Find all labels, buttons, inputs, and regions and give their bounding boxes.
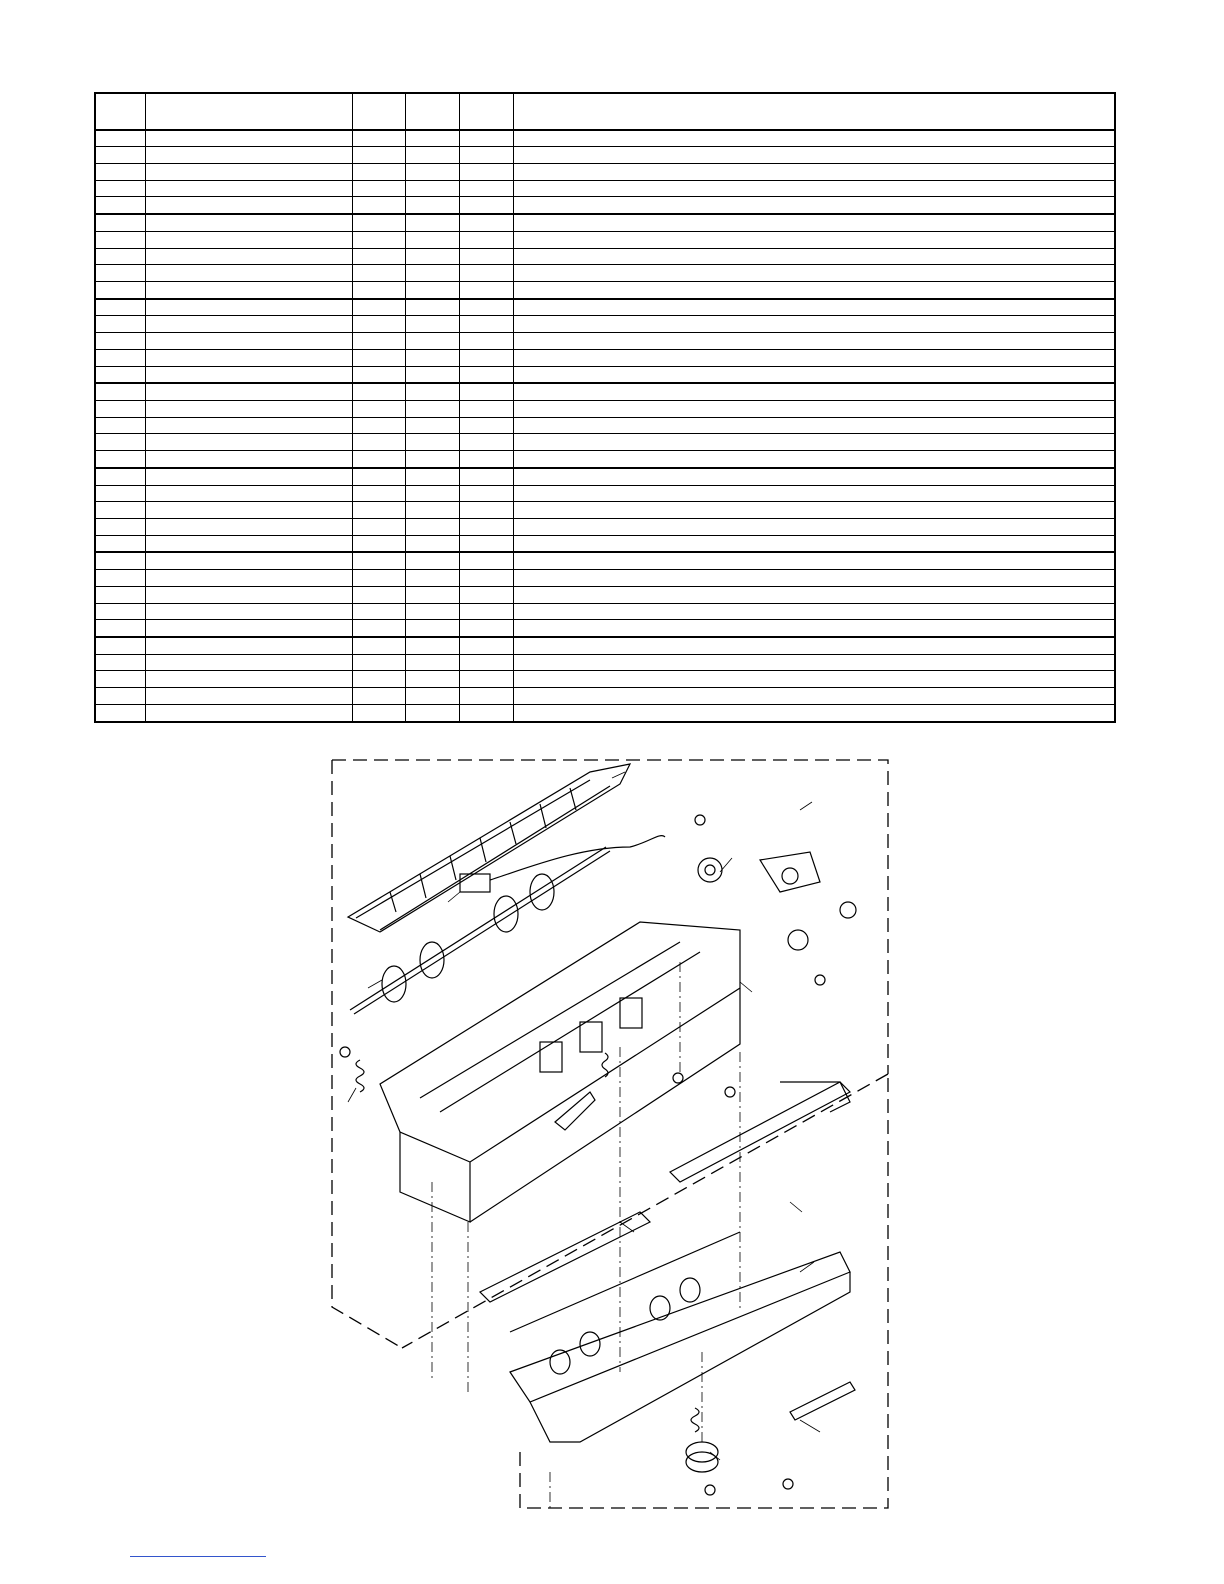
table-cell (145, 485, 352, 502)
table-cell (145, 333, 352, 350)
table-cell (405, 688, 459, 705)
table-cell (513, 417, 1115, 434)
table-cell (513, 603, 1115, 620)
table-cell (405, 434, 459, 451)
table-cell (405, 603, 459, 620)
table-cell (95, 349, 145, 366)
footer-link[interactable] (130, 1556, 266, 1558)
table-cell (405, 468, 459, 485)
table-cell (95, 333, 145, 350)
table-cell (145, 552, 352, 569)
table-cell (352, 333, 405, 350)
table-cell (459, 552, 513, 569)
table-cell (513, 485, 1115, 502)
table-cell (95, 130, 145, 147)
table-cell (145, 197, 352, 214)
table-cell (95, 281, 145, 298)
motor-bracket-part (760, 852, 820, 892)
table-cell (459, 366, 513, 383)
table-cell (459, 671, 513, 688)
table-cell (405, 180, 459, 197)
table-cell (459, 231, 513, 248)
table-cell (513, 316, 1115, 333)
table-cell (145, 299, 352, 316)
table-cell (459, 620, 513, 637)
table-cell (145, 147, 352, 164)
rack-part (670, 1082, 850, 1182)
table-cell (145, 468, 352, 485)
table-cell (513, 299, 1115, 316)
table-cell (95, 570, 145, 587)
latch-lever-part (790, 1382, 855, 1420)
table-cell (459, 299, 513, 316)
table-cell (513, 654, 1115, 671)
table-cell (459, 654, 513, 671)
table-cell (459, 197, 513, 214)
table-cell (459, 586, 513, 603)
table-cell (405, 265, 459, 282)
table-row (95, 231, 1115, 248)
table-row (95, 265, 1115, 282)
table-cell (513, 535, 1115, 552)
table-cell (145, 603, 352, 620)
table-cell (95, 704, 145, 722)
header-cell (145, 93, 352, 130)
table-cell (352, 231, 405, 248)
table-row (95, 383, 1115, 400)
table-cell (145, 688, 352, 705)
table-cell (513, 180, 1115, 197)
table-row (95, 164, 1115, 181)
table-cell (95, 688, 145, 705)
table-row (95, 180, 1115, 197)
table-cell (405, 383, 459, 400)
table-cell (145, 570, 352, 587)
table-cell (352, 519, 405, 536)
table-cell (405, 485, 459, 502)
table-cell (352, 214, 405, 231)
table-cell (459, 333, 513, 350)
table-row (95, 349, 1115, 366)
table-cell (352, 248, 405, 265)
table-cell (459, 383, 513, 400)
table-cell (513, 214, 1115, 231)
lower-guide-part (480, 1212, 850, 1442)
table-row (95, 586, 1115, 603)
table-cell (405, 535, 459, 552)
table-cell (405, 417, 459, 434)
table-cell (459, 214, 513, 231)
table-cell (95, 366, 145, 383)
table-cell (145, 401, 352, 418)
table-cell (145, 637, 352, 654)
table-cell (95, 586, 145, 603)
table-cell (405, 248, 459, 265)
table-cell (145, 671, 352, 688)
table-row (95, 214, 1115, 231)
table-cell (459, 130, 513, 147)
table-cell (145, 620, 352, 637)
table-cell (352, 180, 405, 197)
table-cell (405, 214, 459, 231)
table-cell (352, 637, 405, 654)
table-cell (145, 586, 352, 603)
table-cell (513, 620, 1115, 637)
exploded-parts-diagram (320, 752, 900, 1522)
table-cell (405, 451, 459, 468)
table-cell (459, 535, 513, 552)
table-cell (95, 197, 145, 214)
table-cell (95, 401, 145, 418)
table-cell (513, 688, 1115, 705)
table-cell (405, 502, 459, 519)
table-cell (513, 570, 1115, 587)
table-cell (352, 349, 405, 366)
table-row (95, 688, 1115, 705)
table-cell (352, 704, 405, 722)
header-cell (513, 93, 1115, 130)
table-cell (513, 468, 1115, 485)
table-cell (405, 164, 459, 181)
table-cell (459, 451, 513, 468)
table-row (95, 434, 1115, 451)
table-cell (405, 570, 459, 587)
table-cell (513, 671, 1115, 688)
table-row (95, 281, 1115, 298)
table-row (95, 147, 1115, 164)
table-cell (513, 265, 1115, 282)
table-cell (352, 620, 405, 637)
table-cell (95, 535, 145, 552)
table-cell (352, 688, 405, 705)
table-cell (513, 349, 1115, 366)
header-cell (352, 93, 405, 130)
table-cell (145, 366, 352, 383)
table-cell (145, 451, 352, 468)
table-cell (513, 637, 1115, 654)
table-cell (352, 671, 405, 688)
table-cell (145, 248, 352, 265)
table-cell (352, 147, 405, 164)
table-cell (95, 434, 145, 451)
table-row (95, 485, 1115, 502)
table-cell (352, 502, 405, 519)
table-cell (459, 603, 513, 620)
table-cell (405, 671, 459, 688)
table-cell (95, 164, 145, 181)
table-row (95, 366, 1115, 383)
table-cell (145, 704, 352, 722)
table-cell (145, 349, 352, 366)
table-cell (459, 417, 513, 434)
table-cell (95, 316, 145, 333)
table-cell (459, 265, 513, 282)
table-cell (459, 519, 513, 536)
table-cell (405, 401, 459, 418)
table-cell (145, 654, 352, 671)
table-cell (513, 147, 1115, 164)
table-cell (95, 180, 145, 197)
table-cell (459, 164, 513, 181)
table-cell (513, 586, 1115, 603)
table-cell (513, 231, 1115, 248)
table-row (95, 299, 1115, 316)
table-cell (405, 654, 459, 671)
table-cell (459, 637, 513, 654)
table-cell (405, 704, 459, 722)
table-cell (145, 417, 352, 434)
table-row (95, 451, 1115, 468)
table-cell (95, 620, 145, 637)
table-row (95, 468, 1115, 485)
table-cell (95, 502, 145, 519)
main-frame-part (380, 922, 740, 1222)
upper-guide-part (348, 764, 630, 932)
table-row (95, 603, 1115, 620)
table-row (95, 620, 1115, 637)
table-cell (95, 468, 145, 485)
table-cell (405, 637, 459, 654)
table-cell (95, 485, 145, 502)
screw-part (340, 815, 825, 1495)
table-cell (513, 281, 1115, 298)
table-cell (145, 316, 352, 333)
table-cell (459, 349, 513, 366)
table-cell (513, 366, 1115, 383)
table-row (95, 535, 1115, 552)
table-cell (352, 535, 405, 552)
drive-gear-part (698, 858, 856, 950)
table-cell (95, 214, 145, 231)
table-cell (459, 281, 513, 298)
table-cell (513, 451, 1115, 468)
table-cell (95, 603, 145, 620)
table-cell (95, 231, 145, 248)
table-row (95, 654, 1115, 671)
table-cell (352, 401, 405, 418)
table-cell (459, 401, 513, 418)
table-cell (352, 299, 405, 316)
table-cell (405, 130, 459, 147)
table-cell (513, 434, 1115, 451)
parts-list-table (94, 92, 1116, 723)
table-cell (405, 333, 459, 350)
table-cell (405, 519, 459, 536)
table-cell (513, 519, 1115, 536)
table-row (95, 704, 1115, 722)
table-cell (405, 231, 459, 248)
table-row (95, 401, 1115, 418)
table-cell (145, 214, 352, 231)
header-cell (405, 93, 459, 130)
table-header-row (95, 93, 1115, 130)
table-cell (405, 147, 459, 164)
table-cell (145, 164, 352, 181)
table-cell (352, 366, 405, 383)
table-cell (95, 265, 145, 282)
table-cell (352, 654, 405, 671)
table-cell (352, 468, 405, 485)
table-cell (405, 586, 459, 603)
table-cell (459, 468, 513, 485)
table-cell (95, 671, 145, 688)
table-cell (513, 333, 1115, 350)
table-row (95, 552, 1115, 569)
table-cell (513, 502, 1115, 519)
table-cell (352, 586, 405, 603)
table-cell (459, 704, 513, 722)
table-row (95, 248, 1115, 265)
table-row (95, 316, 1115, 333)
table-cell (145, 502, 352, 519)
lever-part (555, 1053, 608, 1130)
table-cell (405, 349, 459, 366)
table-cell (513, 704, 1115, 722)
table-cell (352, 164, 405, 181)
table-cell (145, 265, 352, 282)
table-cell (352, 434, 405, 451)
table-cell (513, 383, 1115, 400)
table-cell (459, 147, 513, 164)
table-row (95, 671, 1115, 688)
table-cell (352, 281, 405, 298)
table-row (95, 502, 1115, 519)
table-cell (145, 383, 352, 400)
table-cell (352, 197, 405, 214)
table-row (95, 333, 1115, 350)
header-cell (95, 93, 145, 130)
table-cell (513, 164, 1115, 181)
table-cell (405, 281, 459, 298)
spring-part (356, 1060, 364, 1092)
table-cell (95, 417, 145, 434)
table-cell (145, 281, 352, 298)
table-cell (459, 485, 513, 502)
table-cell (405, 620, 459, 637)
table-cell (352, 265, 405, 282)
table-cell (459, 502, 513, 519)
table-cell (145, 434, 352, 451)
table-cell (513, 130, 1115, 147)
table-row (95, 637, 1115, 654)
table-cell (95, 637, 145, 654)
table-cell (405, 316, 459, 333)
table-cell (352, 316, 405, 333)
table-cell (95, 383, 145, 400)
table-cell (459, 688, 513, 705)
alignment-lines (432, 962, 740, 1512)
table-cell (513, 248, 1115, 265)
table-row (95, 197, 1115, 214)
roller-shaft-part (350, 847, 610, 1014)
table-cell (352, 603, 405, 620)
table-cell (352, 383, 405, 400)
table-cell (95, 451, 145, 468)
table-cell (352, 570, 405, 587)
table-cell (95, 147, 145, 164)
table-cell (513, 552, 1115, 569)
table-cell (145, 130, 352, 147)
table-cell (405, 366, 459, 383)
table-cell (459, 248, 513, 265)
table-cell (95, 299, 145, 316)
table-cell (145, 535, 352, 552)
table-cell (352, 417, 405, 434)
table-row (95, 570, 1115, 587)
table-cell (95, 519, 145, 536)
table-row (95, 130, 1115, 147)
table-cell (459, 434, 513, 451)
table-cell (145, 180, 352, 197)
table-cell (405, 552, 459, 569)
assembly-boundary (332, 760, 888, 1508)
header-cell (459, 93, 513, 130)
table-row (95, 519, 1115, 536)
table-cell (459, 180, 513, 197)
table-cell (95, 552, 145, 569)
table-cell (405, 299, 459, 316)
table-cell (459, 570, 513, 587)
table-cell (459, 316, 513, 333)
table-cell (352, 451, 405, 468)
table-cell (352, 130, 405, 147)
table-cell (352, 485, 405, 502)
table-cell (405, 197, 459, 214)
table-cell (513, 197, 1115, 214)
table-cell (513, 401, 1115, 418)
table-cell (145, 231, 352, 248)
table-cell (95, 654, 145, 671)
table-cell (352, 552, 405, 569)
table-cell (145, 519, 352, 536)
table-row (95, 417, 1115, 434)
table-cell (95, 248, 145, 265)
